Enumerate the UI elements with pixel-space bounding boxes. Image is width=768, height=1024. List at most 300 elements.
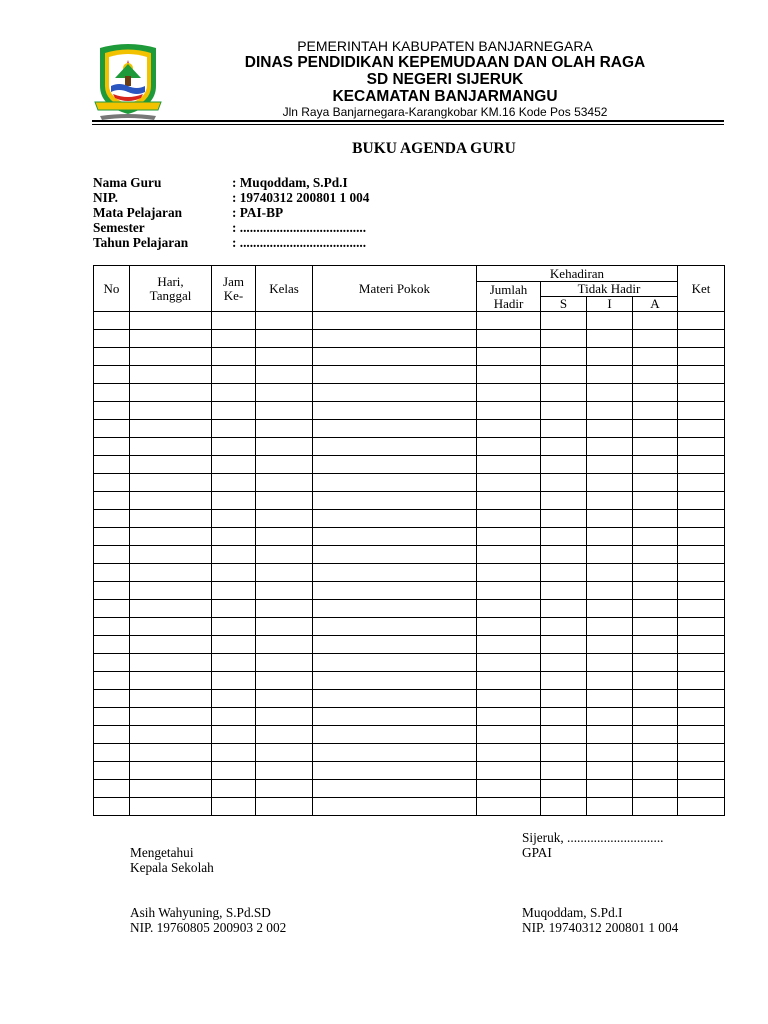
table-cell bbox=[587, 672, 633, 690]
table-cell bbox=[212, 600, 256, 618]
table-cell bbox=[94, 420, 130, 438]
table-cell bbox=[541, 330, 587, 348]
info-label: Semester bbox=[93, 220, 145, 235]
letterhead-address: Jln Raya Banjarnegara-Karangkobar KM.16 Kode Pos 53452 bbox=[282, 105, 608, 119]
letterhead-district: KECAMATAN BANJARMANGU bbox=[332, 88, 558, 105]
table-cell bbox=[313, 600, 477, 618]
table-cell bbox=[678, 510, 725, 528]
table-cell bbox=[678, 600, 725, 618]
table-cell bbox=[633, 564, 678, 582]
table-row bbox=[94, 402, 725, 420]
table-cell bbox=[477, 672, 541, 690]
table-cell bbox=[587, 636, 633, 654]
table-cell bbox=[94, 726, 130, 744]
table-cell bbox=[633, 618, 678, 636]
table-cell bbox=[587, 330, 633, 348]
table-cell bbox=[633, 708, 678, 726]
table-cell bbox=[633, 528, 678, 546]
table-cell bbox=[587, 798, 633, 816]
table-row bbox=[94, 690, 725, 708]
table-row bbox=[94, 654, 725, 672]
table-cell bbox=[678, 420, 725, 438]
table-cell bbox=[212, 654, 256, 672]
header-day-date bbox=[130, 266, 212, 312]
table-cell bbox=[130, 474, 212, 492]
table-cell bbox=[94, 348, 130, 366]
letterhead-government: PEMERINTAH KABUPATEN BANJARNEGARA bbox=[297, 38, 593, 54]
agenda-table bbox=[93, 265, 725, 816]
table-cell bbox=[477, 420, 541, 438]
table-cell bbox=[633, 348, 678, 366]
table-cell bbox=[212, 510, 256, 528]
table-cell bbox=[212, 348, 256, 366]
table-cell bbox=[541, 510, 587, 528]
table-row bbox=[94, 636, 725, 654]
table-cell bbox=[313, 474, 477, 492]
table-cell bbox=[633, 402, 678, 420]
table-cell bbox=[587, 582, 633, 600]
table-cell bbox=[477, 474, 541, 492]
table-cell bbox=[212, 546, 256, 564]
table-row bbox=[94, 510, 725, 528]
table-row bbox=[94, 474, 725, 492]
sig-left-acknowledged: Mengetahui bbox=[130, 845, 194, 860]
table-cell bbox=[633, 366, 678, 384]
table-cell bbox=[212, 420, 256, 438]
table-cell bbox=[633, 330, 678, 348]
info-value: : ...................................... bbox=[232, 220, 367, 235]
table-cell bbox=[212, 672, 256, 690]
table-cell bbox=[313, 672, 477, 690]
table-cell bbox=[130, 744, 212, 762]
table-cell bbox=[477, 456, 541, 474]
table-cell bbox=[477, 528, 541, 546]
table-cell bbox=[94, 492, 130, 510]
table-cell bbox=[313, 402, 477, 420]
table-cell bbox=[587, 492, 633, 510]
table-cell bbox=[256, 798, 313, 816]
table-cell bbox=[587, 618, 633, 636]
table-cell bbox=[313, 528, 477, 546]
table-cell bbox=[541, 546, 587, 564]
table-cell bbox=[587, 528, 633, 546]
table-cell bbox=[212, 744, 256, 762]
table-cell bbox=[94, 762, 130, 780]
info-row-subject bbox=[93, 205, 283, 220]
table-cell bbox=[477, 618, 541, 636]
table-cell bbox=[313, 510, 477, 528]
table-row bbox=[94, 528, 725, 546]
table-cell bbox=[541, 780, 587, 798]
table-row bbox=[94, 708, 725, 726]
table-cell bbox=[256, 744, 313, 762]
table-cell bbox=[130, 726, 212, 744]
table-cell bbox=[212, 726, 256, 744]
info-row-nip bbox=[93, 190, 369, 205]
table-cell bbox=[256, 546, 313, 564]
sig-left-name: Asih Wahyuning, S.Pd.SD bbox=[130, 905, 271, 920]
table-cell bbox=[541, 582, 587, 600]
table-cell bbox=[678, 780, 725, 798]
table-cell bbox=[212, 636, 256, 654]
table-cell bbox=[94, 654, 130, 672]
table-cell bbox=[256, 348, 313, 366]
table-cell bbox=[130, 564, 212, 582]
table-cell bbox=[313, 330, 477, 348]
table-cell bbox=[477, 690, 541, 708]
table-cell bbox=[477, 312, 541, 330]
table-cell bbox=[541, 798, 587, 816]
table-cell bbox=[477, 402, 541, 420]
table-cell bbox=[313, 708, 477, 726]
table-cell bbox=[94, 744, 130, 762]
table-cell bbox=[541, 744, 587, 762]
table-cell bbox=[678, 690, 725, 708]
header-period-line1: Jam bbox=[223, 273, 244, 289]
table-cell bbox=[477, 384, 541, 402]
table-cell bbox=[541, 474, 587, 492]
table-cell bbox=[130, 708, 212, 726]
table-cell bbox=[541, 420, 587, 438]
table-cell bbox=[212, 708, 256, 726]
table-cell bbox=[541, 384, 587, 402]
table-cell bbox=[94, 564, 130, 582]
table-cell bbox=[130, 690, 212, 708]
table-cell bbox=[130, 492, 212, 510]
table-cell bbox=[633, 312, 678, 330]
table-cell bbox=[130, 780, 212, 798]
table-cell bbox=[477, 780, 541, 798]
table-cell bbox=[313, 780, 477, 798]
table-cell bbox=[541, 708, 587, 726]
table-cell bbox=[313, 492, 477, 510]
table-cell bbox=[313, 312, 477, 330]
table-cell bbox=[256, 510, 313, 528]
table-cell bbox=[94, 618, 130, 636]
info-label: Tahun Pelajaran bbox=[93, 235, 189, 250]
table-cell bbox=[633, 654, 678, 672]
header-permission: I bbox=[587, 297, 633, 312]
letterhead-department: DINAS PENDIDIKAN KEPEMUDAAN DAN OLAH RAGA bbox=[244, 54, 646, 71]
table-cell bbox=[587, 402, 633, 420]
table-cell bbox=[477, 546, 541, 564]
table-cell bbox=[256, 438, 313, 456]
info-value: : ...................................... bbox=[232, 235, 367, 250]
table-cell bbox=[94, 384, 130, 402]
header-date-line: Tanggal bbox=[149, 287, 192, 303]
header-no: No bbox=[94, 266, 130, 312]
table-cell bbox=[678, 456, 725, 474]
table-cell bbox=[256, 456, 313, 474]
table-cell bbox=[313, 420, 477, 438]
table-cell bbox=[94, 456, 130, 474]
table-cell bbox=[94, 528, 130, 546]
header-present-count bbox=[477, 282, 541, 312]
table-row bbox=[94, 438, 725, 456]
table-cell bbox=[678, 744, 725, 762]
table-cell bbox=[212, 762, 256, 780]
table-cell bbox=[94, 546, 130, 564]
table-cell bbox=[541, 456, 587, 474]
table-cell bbox=[212, 330, 256, 348]
info-value: : Muqoddam, S.Pd.I bbox=[232, 175, 348, 190]
table-cell bbox=[678, 330, 725, 348]
header-absent: Tidak Hadir bbox=[541, 282, 678, 297]
table-cell bbox=[587, 474, 633, 492]
table-cell bbox=[212, 312, 256, 330]
table-cell bbox=[477, 366, 541, 384]
table-cell bbox=[477, 510, 541, 528]
table-row bbox=[94, 798, 725, 816]
table-row bbox=[94, 492, 725, 510]
table-cell bbox=[587, 546, 633, 564]
table-cell bbox=[541, 636, 587, 654]
table-cell bbox=[256, 636, 313, 654]
table-cell bbox=[587, 312, 633, 330]
header-period-line2: Ke- bbox=[223, 287, 244, 303]
table-cell bbox=[477, 798, 541, 816]
table-cell bbox=[541, 438, 587, 456]
table-row bbox=[94, 546, 725, 564]
letterhead-rule-thin bbox=[92, 124, 724, 125]
table-cell bbox=[678, 708, 725, 726]
table-cell bbox=[477, 708, 541, 726]
table-cell bbox=[541, 366, 587, 384]
table-cell bbox=[541, 618, 587, 636]
table-cell bbox=[678, 312, 725, 330]
header-period bbox=[212, 266, 256, 312]
table-row bbox=[94, 780, 725, 798]
info-row-school-year bbox=[93, 235, 366, 250]
table-cell bbox=[130, 438, 212, 456]
table-row bbox=[94, 348, 725, 366]
table-cell bbox=[94, 636, 130, 654]
table-cell bbox=[587, 708, 633, 726]
table-cell bbox=[94, 330, 130, 348]
table-cell bbox=[587, 510, 633, 528]
sig-right-role: GPAI bbox=[522, 845, 552, 860]
table-cell bbox=[313, 744, 477, 762]
table-cell bbox=[256, 654, 313, 672]
table-cell bbox=[256, 618, 313, 636]
table-cell bbox=[256, 474, 313, 492]
letterhead-school: SD NEGERI SIJERUK bbox=[366, 71, 524, 88]
table-cell bbox=[477, 744, 541, 762]
table-cell bbox=[678, 366, 725, 384]
table-cell bbox=[313, 348, 477, 366]
table-cell bbox=[212, 366, 256, 384]
table-cell bbox=[256, 564, 313, 582]
table-cell bbox=[313, 546, 477, 564]
sig-right-nip: NIP. 19740312 200801 1 004 bbox=[522, 920, 679, 935]
table-cell bbox=[587, 366, 633, 384]
table-cell bbox=[130, 348, 212, 366]
table-cell bbox=[130, 798, 212, 816]
table-row bbox=[94, 366, 725, 384]
header-class: Kelas bbox=[256, 266, 313, 312]
table-cell bbox=[256, 690, 313, 708]
header-present-line2: Hadir bbox=[493, 295, 524, 311]
table-cell bbox=[633, 762, 678, 780]
table-cell bbox=[212, 492, 256, 510]
table-cell bbox=[633, 438, 678, 456]
table-cell bbox=[130, 636, 212, 654]
table-cell bbox=[94, 366, 130, 384]
table-cell bbox=[541, 348, 587, 366]
info-row-semester bbox=[93, 220, 366, 235]
table-cell bbox=[256, 582, 313, 600]
table-cell bbox=[94, 690, 130, 708]
table-row bbox=[94, 744, 725, 762]
table-cell bbox=[587, 600, 633, 618]
table-row bbox=[94, 330, 725, 348]
table-cell bbox=[94, 312, 130, 330]
table-cell bbox=[130, 528, 212, 546]
header-sick: S bbox=[541, 297, 587, 312]
table-row bbox=[94, 456, 725, 474]
table-row bbox=[94, 600, 725, 618]
table-cell bbox=[212, 474, 256, 492]
table-cell bbox=[587, 384, 633, 402]
table-cell bbox=[541, 528, 587, 546]
table-cell bbox=[313, 690, 477, 708]
table-row bbox=[94, 726, 725, 744]
table-cell bbox=[130, 618, 212, 636]
table-cell bbox=[587, 726, 633, 744]
table-cell bbox=[313, 636, 477, 654]
table-cell bbox=[587, 744, 633, 762]
table-cell bbox=[633, 600, 678, 618]
info-value: : 19740312 200801 1 004 bbox=[232, 190, 370, 205]
table-cell bbox=[477, 438, 541, 456]
table-cell bbox=[130, 420, 212, 438]
table-cell bbox=[313, 564, 477, 582]
info-label: Mata Pelajaran bbox=[93, 205, 182, 220]
table-cell bbox=[130, 312, 212, 330]
table-cell bbox=[678, 726, 725, 744]
table-cell bbox=[130, 384, 212, 402]
table-cell bbox=[633, 546, 678, 564]
table-cell bbox=[212, 780, 256, 798]
table-cell bbox=[477, 762, 541, 780]
table-row bbox=[94, 420, 725, 438]
table-cell bbox=[130, 456, 212, 474]
table-cell bbox=[633, 726, 678, 744]
table-cell bbox=[633, 492, 678, 510]
table-cell bbox=[678, 402, 725, 420]
table-cell bbox=[477, 582, 541, 600]
table-cell bbox=[678, 546, 725, 564]
table-cell bbox=[256, 708, 313, 726]
table-cell bbox=[678, 348, 725, 366]
table-cell bbox=[256, 528, 313, 546]
table-cell bbox=[256, 492, 313, 510]
table-cell bbox=[94, 510, 130, 528]
table-cell bbox=[633, 384, 678, 402]
table-cell bbox=[256, 726, 313, 744]
table-cell bbox=[130, 546, 212, 564]
table-cell bbox=[130, 402, 212, 420]
table-cell bbox=[587, 780, 633, 798]
table-cell bbox=[541, 402, 587, 420]
table-row bbox=[94, 312, 725, 330]
table-cell bbox=[256, 672, 313, 690]
table-cell bbox=[256, 420, 313, 438]
table-cell bbox=[256, 384, 313, 402]
table-cell bbox=[477, 564, 541, 582]
table-row bbox=[94, 564, 725, 582]
table-cell bbox=[130, 582, 212, 600]
table-cell bbox=[477, 348, 541, 366]
table-cell bbox=[541, 312, 587, 330]
info-value: : PAI-BP bbox=[232, 205, 284, 220]
table-cell bbox=[541, 654, 587, 672]
table-cell bbox=[212, 438, 256, 456]
table-cell bbox=[130, 762, 212, 780]
header-remarks: Ket bbox=[678, 266, 725, 312]
table-cell bbox=[678, 798, 725, 816]
table-cell bbox=[313, 582, 477, 600]
table-cell bbox=[130, 510, 212, 528]
header-absent-no-reason: A bbox=[633, 297, 678, 312]
table-cell bbox=[313, 654, 477, 672]
table-cell bbox=[678, 636, 725, 654]
table-cell bbox=[94, 402, 130, 420]
table-cell bbox=[212, 384, 256, 402]
table-cell bbox=[633, 474, 678, 492]
table-cell bbox=[313, 798, 477, 816]
table-cell bbox=[633, 744, 678, 762]
table-cell bbox=[633, 456, 678, 474]
table-body bbox=[94, 312, 725, 816]
header-attendance: Kehadiran bbox=[477, 266, 678, 282]
table-cell bbox=[256, 780, 313, 798]
table-cell bbox=[212, 798, 256, 816]
table-cell bbox=[633, 636, 678, 654]
sig-left-role: Kepala Sekolah bbox=[130, 860, 214, 875]
table-cell bbox=[94, 600, 130, 618]
table-cell bbox=[477, 600, 541, 618]
sig-left-nip: NIP. 19760805 200903 2 002 bbox=[130, 920, 287, 935]
table-cell bbox=[94, 672, 130, 690]
table-cell bbox=[678, 492, 725, 510]
table-cell bbox=[212, 456, 256, 474]
table-cell bbox=[587, 654, 633, 672]
table-cell bbox=[313, 762, 477, 780]
table-cell bbox=[587, 564, 633, 582]
table-cell bbox=[256, 762, 313, 780]
table-cell bbox=[94, 798, 130, 816]
table-cell bbox=[130, 330, 212, 348]
table-cell bbox=[256, 366, 313, 384]
table-cell bbox=[130, 600, 212, 618]
table-cell bbox=[313, 366, 477, 384]
table-cell bbox=[541, 690, 587, 708]
table-cell bbox=[678, 438, 725, 456]
table-cell bbox=[477, 330, 541, 348]
table-cell bbox=[130, 366, 212, 384]
table-cell bbox=[212, 690, 256, 708]
table-cell bbox=[256, 330, 313, 348]
table-cell bbox=[678, 582, 725, 600]
sig-right-name: Muqoddam, S.Pd.I bbox=[522, 905, 623, 920]
table-cell bbox=[130, 654, 212, 672]
table-cell bbox=[587, 348, 633, 366]
header-present-line1: Jumlah bbox=[489, 281, 528, 297]
table-cell bbox=[541, 600, 587, 618]
table-cell bbox=[633, 582, 678, 600]
table-cell bbox=[477, 492, 541, 510]
